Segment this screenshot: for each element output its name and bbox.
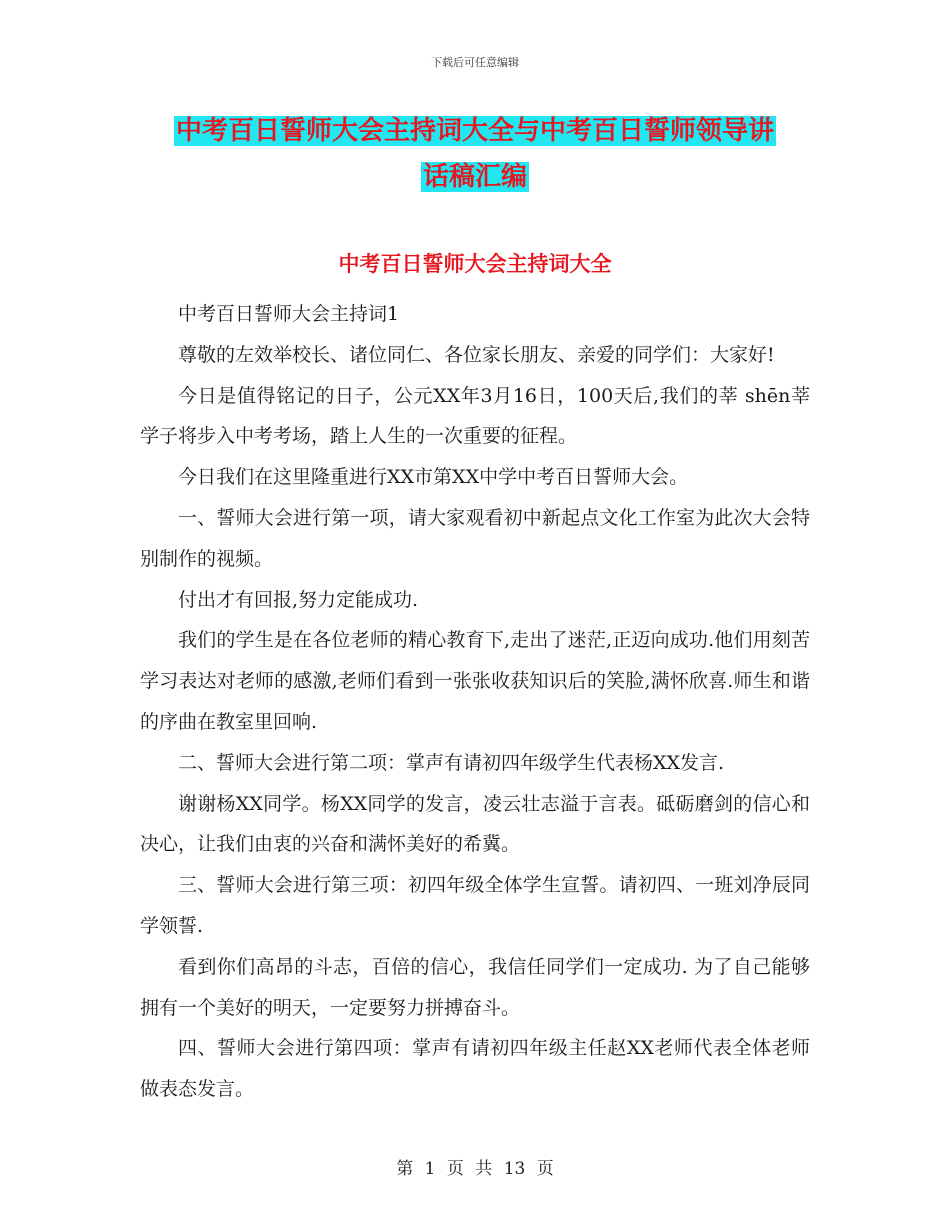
paragraph: 今日是值得铭记的日子，公元XX年3月16日，100天后,我们的莘 shēn莘学子将步入中考考场，踏上人生的一次重要的征程。 — [140, 384, 810, 448]
paragraph: 尊敬的左效举校长、诸位同仁、各位家长朋友、亲爱的同学们：大家好! — [178, 343, 775, 366]
paragraph: 看到你们高昂的斗志，百倍的信心，我信任同学们一定成功. 为了自己能够拥有一个美好的明天，一定要努力拼搏奋斗。 — [140, 955, 810, 1019]
document-title-line-1: 中考百日誓师大会主持词大全与中考百日誓师领导讲 — [175, 116, 774, 146]
paragraph: 二、誓师大会进行第二项：掌声有请初四年级学生代表杨XX发言. — [178, 751, 725, 774]
document-title-line-2: 话稿汇编 — [422, 162, 527, 192]
document-body — [140, 294, 810, 1110]
paragraph: 付出才有回报,努力定能成功. — [178, 588, 419, 611]
page-footer: 第 1 页 共 13 页 — [396, 1159, 554, 1179]
paragraph: 我们的学生是在各位老师的精心教育下,走出了迷茫,正迈向成功.他们用刻苦学习表达对老师的感激,老师们看到一张张收获知识后的笑脸,满怀欣喜.师生和谐的序曲在教室里回响. — [140, 629, 810, 733]
paragraph: 中考百日誓师大会主持词1 — [178, 303, 400, 325]
paragraph: 四、誓师大会进行第四项：掌声有请初四年级主任赵XX老师代表全体老师做表态发言。 — [140, 1037, 810, 1101]
paragraph: 谢谢杨XX同学。杨XX同学的发言，凌云壮志溢于言表。砥砺磨剑的信心和决心，让我们由衷的兴奋和满怀美好的希冀。 — [140, 792, 810, 856]
paragraph: 一、誓师大会进行第一项，请大家观看初中新起点文化工作室为此次大会特别制作的视频。 — [140, 506, 810, 570]
document-title — [120, 108, 830, 200]
paragraph: 今日我们在这里隆重进行XX市第XX中学中考百日誓师大会。 — [178, 466, 689, 489]
section-title: 中考百日誓师大会主持词大全 — [338, 252, 612, 276]
paragraph: 三、誓师大会进行第三项：初四年级全体学生宣誓。请初四、一班刘净辰同学领誓. — [140, 874, 810, 937]
header-note: 下载后可任意编辑 — [431, 56, 519, 69]
